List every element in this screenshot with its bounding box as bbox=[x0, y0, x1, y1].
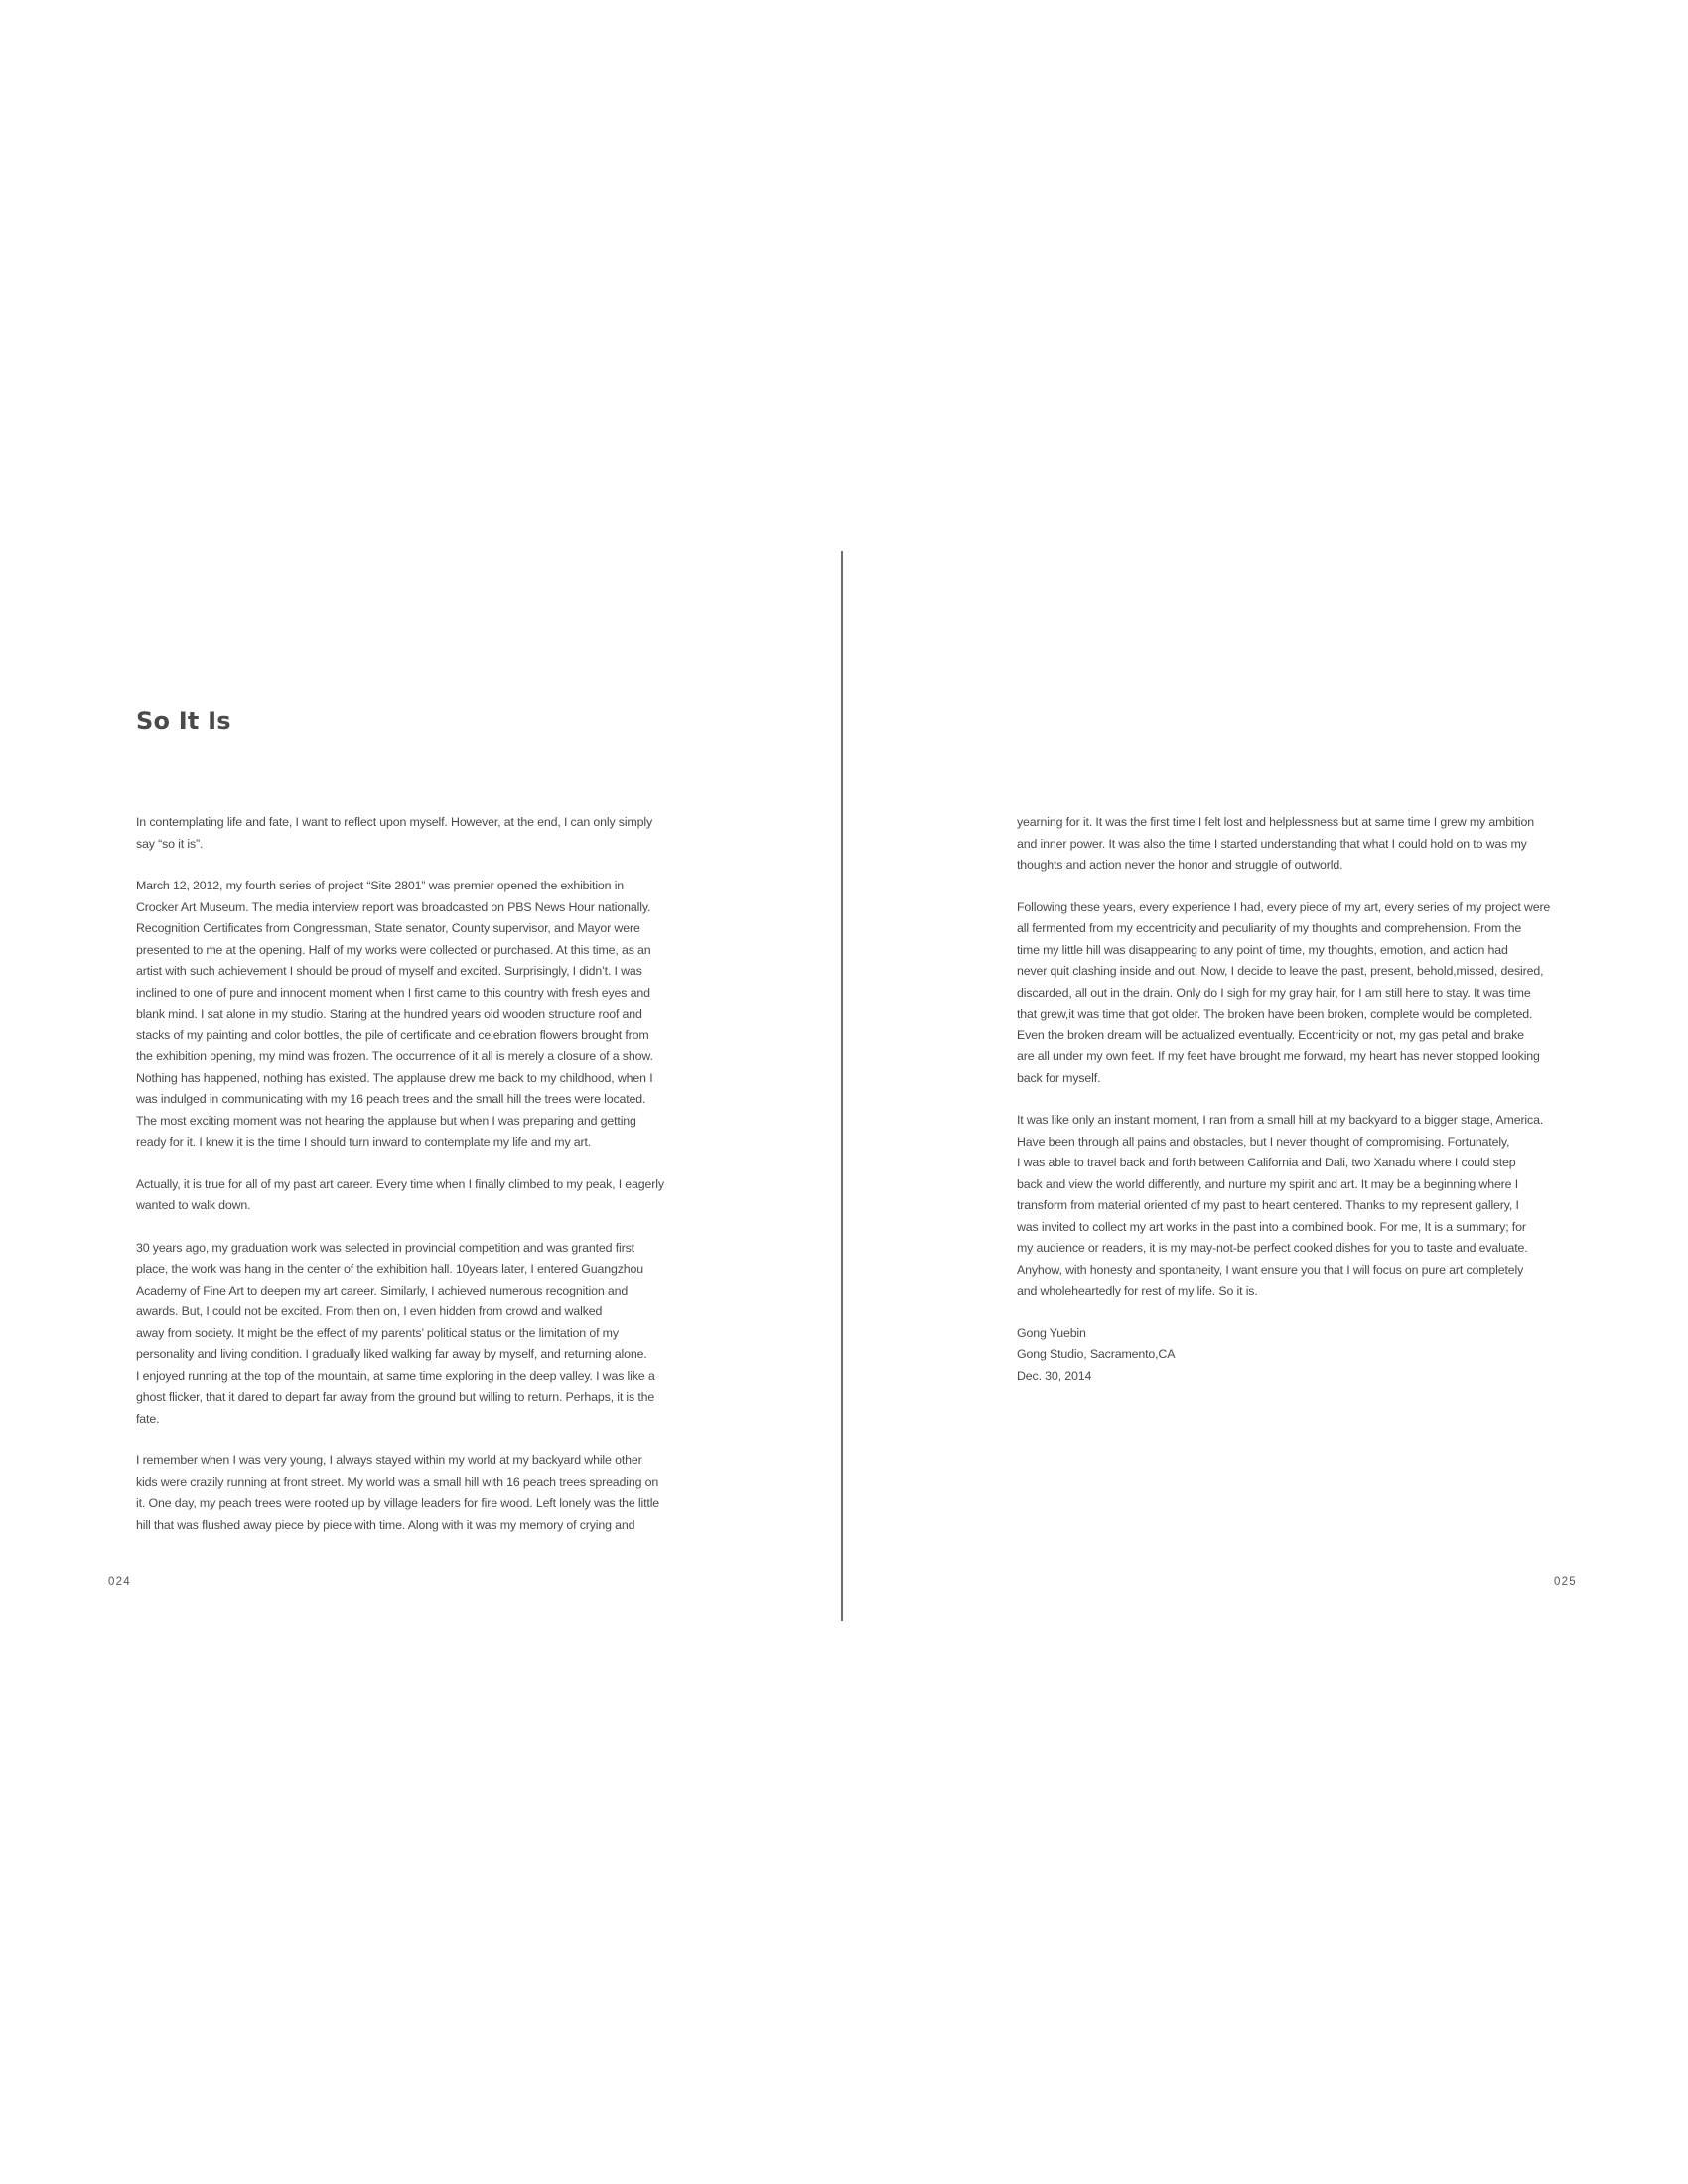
signature-date: Dec. 30, 2014 bbox=[1017, 1368, 1092, 1383]
page-number-right: 025 bbox=[1554, 1576, 1577, 1588]
left-page-body bbox=[136, 812, 677, 1557]
right-page-body bbox=[1017, 812, 1553, 1387]
studio-location: Gong Studio, Sacramento,CA bbox=[1017, 1347, 1176, 1361]
signature-block bbox=[1017, 1323, 1553, 1388]
page-title: So It Is bbox=[136, 707, 231, 735]
paragraph: Actually, it is true for all of my past art career. Every time when I finally climbed to my peak, I eagerly wanted to walk down. bbox=[136, 1176, 664, 1212]
paragraph: In contemplating life and fate, I want to reflect upon myself. However, at the end, I can only simply say “so it is”. bbox=[136, 815, 652, 851]
page-number-left: 024 bbox=[108, 1576, 131, 1588]
paragraph: I remember when I was very young, I always stayed within my world at my backyard while other kids were crazily running at front street. My world was a small hill with 16 peach trees spreading on it. One day, my peach trees were rooted up by village leaders for fire wood. Left lonely was the little hill that was flushed away piece by piece with time. Along with it was my memory of crying and bbox=[136, 1453, 660, 1532]
paragraph: March 12, 2012, my fourth series of project “Site 2801” was premier opened the exhibition in Crocker Art Museum. The media interview report was broadcasted on PBS News Hour nationally. Recognition Certificates from Congressman, State senator, County supervisor, and Mayor were presented to me at the opening. Half of my works were collected or purchased. At this time, as an artist with such achievement I should be proud of myself and excited. Surprisingly, I didn’t. I was inclined to one of pure and innocent moment when I first came to this country with fresh eyes and blank mind. I sat alone in my studio. Staring at the hundred years old wooden structure roof and stacks of my painting and color bottles, the pile of certificate and celebration flowers brought from the exhibition opening, my mind was frozen. The occurrence of it all is merely a closure of a show. Nothing has happened, nothing has existed. The applause drew me back to my childhood, when I was indulged in communicating with my 16 peach trees and the small hill the trees were located. The most exciting moment was not hearing the applause but when I was preparing and getting ready for it. I knew it is the time I should turn inward to contemplate my life and my art. bbox=[136, 879, 653, 1149]
author-name: Gong Yuebin bbox=[1017, 1325, 1086, 1340]
paragraph: 30 years ago, my graduation work was selected in provincial competition and was granted first place, the work was hang in the center of the exhibition hall. 10years later, I entered Guangzhou Academy of Fine Art to deepen my art career. Similarly, I achieved numerous recognition and awards. But, I could not be excited. From then on, I even hidden from crowd and walked away from society. It might be the effect of my parents’ political status or the limitation of my personality and living condition. I gradually liked walking far away by myself, and returning alone. I enjoyed running at the top of the mountain, at same time exploring in the deep valley. I was like a ghost flicker, that it dared to depart far away from the ground but willing to return. Perhaps, it is the fate. bbox=[136, 1240, 655, 1426]
paragraph: It was like only an instant moment, I ran from a small hill at my backyard to a bigger stage, America. Have been through all pains and obstacles, but I never thought of compromising. Fortunately, I was able to travel back and forth between California and Dali, two Xanadu where I could step back and view the world differently, and nurture my spirit and art. It may be a beginning where I transform from material oriented of my past to heart centered. Thanks to my represent gallery, I was invited to collect my art works in the past into a combined book. For me, It is a summary; for my audience or readers, it is my may-not-be perfect cooked dishes for you to taste and evaluate. Anyhow, with honesty and spontaneity, I want ensure you that I will focus on pure art completely and wholeheartedly for rest of my life. So it is. bbox=[1017, 1113, 1544, 1297]
gutter-divider bbox=[841, 551, 843, 1621]
paragraph: Following these years, every experience I had, every piece of my art, every series of my project were all fermented from my eccentricity and peculiarity of my thoughts and comprehension. From the time my little hill was disappearing to any point of time, my thoughts, emotion, and action had never quit clashing inside and out. Now, I decide to leave the past, present, behold,missed, desired, discarded, all out in the drain. Only do I sigh for my gray hair, for I am still here to stay. It was time that grew,it was time that got older. The broken have been broken, complete would be completed. Even the broken dream will be actualized eventually. Eccentricity or not, my gas petal and brake are all under my own feet. If my feet have brought me forward, my heart has never stopped looking back for myself. bbox=[1017, 899, 1551, 1085]
paragraph: yearning for it. It was the first time I felt lost and helplessness but at same time I grew my ambition and inner power. It was also the time I started understanding that what I could hold on to was my thoughts and action never the honor and struggle of outworld. bbox=[1017, 815, 1535, 872]
